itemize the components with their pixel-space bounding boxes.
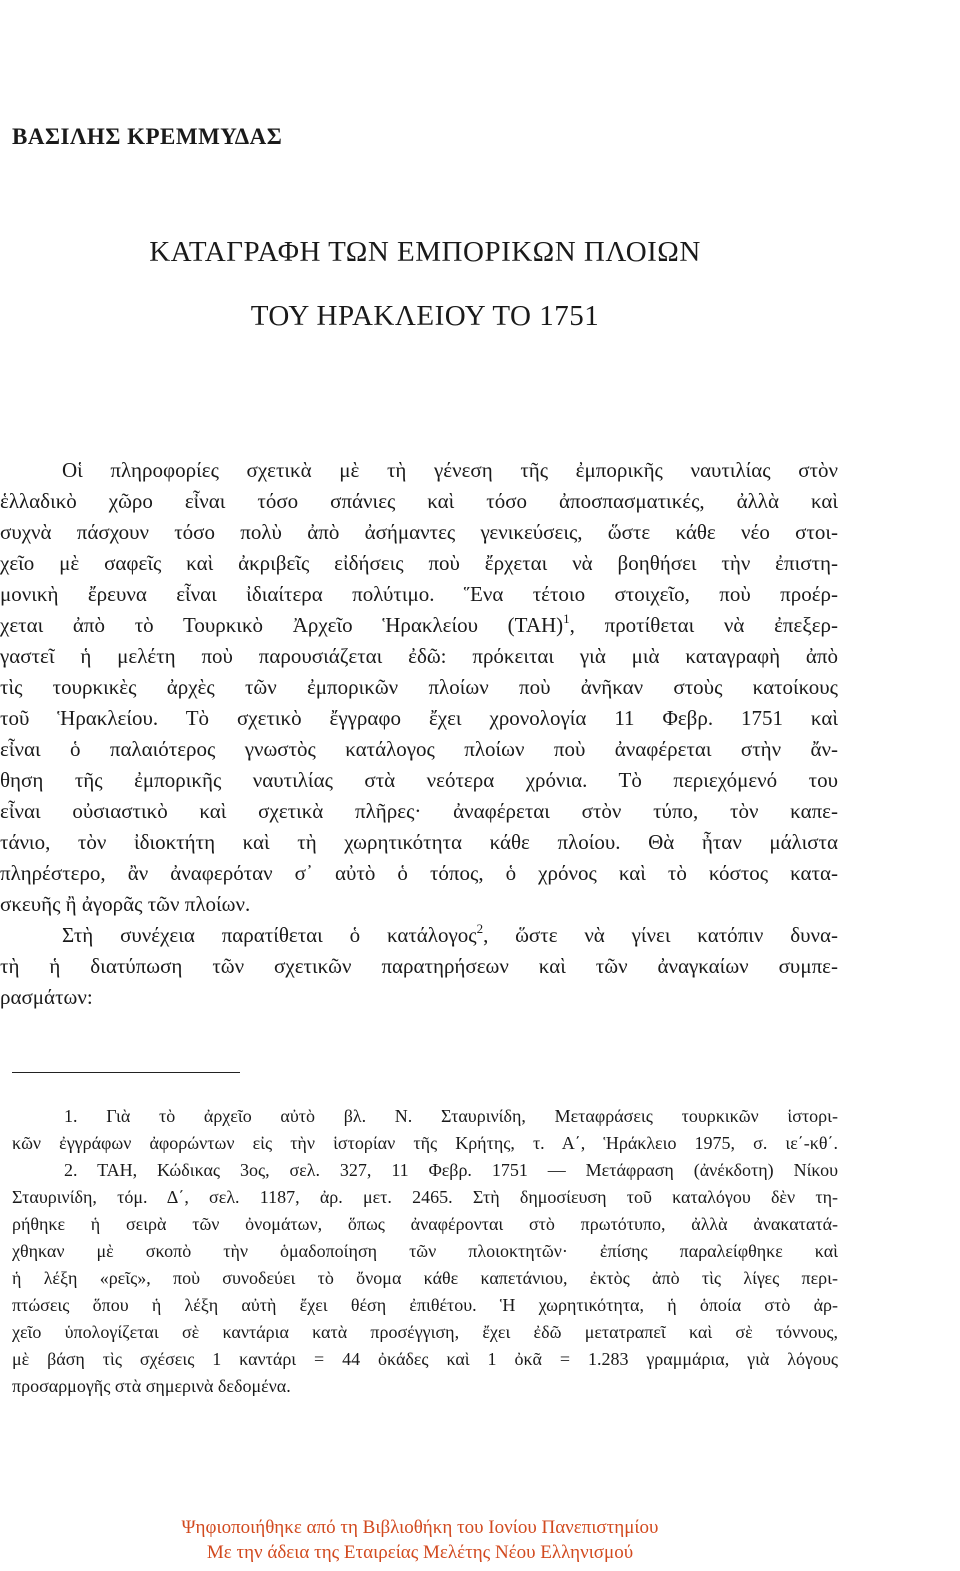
footnote-line: 1. Γιὰ τὸ ἀρχεῖο αὐτὸ βλ. Ν. Σταυρινίδη, Μεταφράσεις τουρκικῶν ἱστορι- (64, 1106, 838, 1126)
body-line-text: , ὥστε νὰ γίνει κατόπιν δυνα- (483, 923, 838, 947)
footnote-ref-2: 2 (476, 921, 484, 936)
footnote-line: κῶν ἐγγράφων ἀφορώντων εἰς τὴν ἱστορίαν τῆς Κρήτης, τ. Α΄, Ἡράκλειο 1975, σ. ιε΄-κθ΄. (12, 1133, 838, 1153)
body-line: εἶναι ὁ παλαιότερος γνωστὸς κατάλογος πλοίων ποὺ ἀναφέρεται στὴν ἄν- (0, 737, 838, 761)
body-line: ρασμάτων: (0, 985, 93, 1009)
body-line: τοῦ Ἡρακλείου. Τὸ σχετικὸ ἔγγραφο ἔχει χρονολογία 11 Φεβρ. 1751 καὶ (0, 706, 838, 730)
body-line: Οἱ πληροφορίες σχετικὰ μὲ τὴ γένεση τῆς ἐμπορικῆς ναυτιλίας στὸν (62, 458, 838, 482)
article-title-line-1: ΚΑΤΑΓΡΑΦΗ ΤΩΝ ΕΜΠΟΡΙΚΩΝ ΠΛΟΙΩΝ (149, 236, 701, 268)
body-line: γαστεῖ ἡ μελέτη ποὺ παρουσιάζεται ἐδῶ: πρόκειται γιὰ μιὰ καταγραφὴ ἀπὸ (0, 644, 838, 668)
footnote-divider (12, 1072, 240, 1073)
body-line: τὶς τουρκικὲς ἀρχὲς τῶν ἐμπορικῶν πλοίων ποὺ ἀνῆκαν στοὺς κατοίκους (0, 675, 838, 699)
body-line: μονικὴ ἔρευνα εἶναι ἰδιαίτερα πολύτιμο. Ἕνα τέτοιο στοιχεῖο, ποὺ προέρ- (0, 582, 838, 606)
footnote-line: ἡ λέξη «ρεῖς», ποὺ συνοδεύει τὸ ὄνομα κάθε καπετάνιου, ἐκτὸς ἀπὸ τὶς λίγες περι- (12, 1268, 838, 1288)
body-line-with-footnote-ref (0, 922, 838, 948)
footnote-line: 2. ΤΑΗ, Κώδικας 3ος, σελ. 327, 11 Φεβρ. 1751 — Μετάφραση (ἀνέκδοτη) Νίκου (64, 1160, 838, 1180)
footnote-line: μὲ βάση τὶς σχέσεις 1 καντάρι = 44 ὀκάδες καὶ 1 ὀκᾶ = 1.283 γραμμάρια, γιὰ λόγους (12, 1349, 838, 1369)
body-line-with-footnote-ref (0, 612, 838, 638)
footnote-line: χθηκαν μὲ σκοπὸ τὴν ὁμαδοποίηση τῶν πλοιοκτητῶν· ἐπίσης παραλείφθηκε καὶ (12, 1241, 838, 1261)
body-line: εἶναι οὐσιαστικὸ καὶ σχετικὰ πλῆρες· ἀναφέρεται στὸν τύπο, τὸν καπε- (0, 799, 838, 823)
body-line: τάνιο, τὸν ἰδιοκτήτη καὶ τὴ χωρητικότητα κάθε πλοίου. Θὰ ἦταν μάλιστα (0, 830, 838, 854)
article-title-line-2: ΤΟΥ ΗΡΑΚΛΕΙΟΥ ΤΟ 1751 (250, 300, 600, 332)
author-name: ΒΑΣΙΛΗΣ ΚΡΕΜΜΥΔΑΣ (12, 124, 283, 149)
body-line: πληρέστερο, ἂν ἀναφερόταν σ᾿ αὐτὸ ὁ τόπος, ὁ χρόνος καὶ τὸ κόστος κατα- (0, 861, 838, 885)
footnote-ref-1: 1 (563, 611, 570, 626)
body-line-text: , προτίθεται νὰ ἐπεξερ- (569, 613, 838, 637)
footnote-line: πτώσεις ὅπου ἡ λέξη αὐτὴ ἔχει θέση ἐπιθέτου. Ἡ χωρητικότητα, ἡ ὁποία στὸ ἀρ- (12, 1295, 838, 1315)
body-line: τὴ ἡ διατύπωση τῶν σχετικῶν παρατηρήσεων καὶ τῶν ἀναγκαίων συμπε- (0, 954, 838, 978)
footnote-line: ρήθηκε ἡ σειρὰ τῶν ὀνομάτων, ὅπως ἀναφέρονται στὸ πρωτότυπο, ἀλλὰ ἀνακατατά- (12, 1214, 838, 1234)
footnote-line: χεῖο ὑπολογίζεται σὲ καντάρια κατὰ προσέγγιση, ἔχει ἐδῶ μετατραπεῖ καὶ σὲ τόννους, (12, 1322, 838, 1342)
body-line: θηση τῆς ἐμπορικῆς ναυτιλίας στὰ νεότερα χρόνια. Τὸ περιεχόμενό του (0, 768, 838, 792)
digitization-notice-line-1: Ψηφιοποιήθηκε από τη Βιβλιοθήκη του Ιονίου Πανεπιστημίου (181, 1517, 659, 1538)
body-line-text: χεται ἀπὸ τὸ Τουρκικὸ Ἀρχεῖο Ἡρακλείου (ΤΑΗ) (0, 613, 564, 637)
body-line: συχνὰ πάσχουν τόσο πολὺ ἀπὸ ἀσήμαντες γενικεύσεις, ὥστε κάθε νέο στοι- (0, 520, 838, 544)
body-line: ἑλλαδικὸ χῶρο εἶναι τόσο σπάνιες καὶ τόσο ἀποσπασματικές, ἀλλὰ καὶ (0, 489, 838, 513)
footnote-line: Σταυρινίδη, τόμ. Δ΄, σελ. 1187, ἀρ. μετ. 2465. Στὴ δημοσίευση τοῦ καταλόγου δὲν τη- (12, 1187, 838, 1207)
body-line: σκευῆς ἢ ἀγορᾶς τῶν πλοίων. (0, 892, 251, 916)
digitization-notice-line-2: Με την άδεια της Εταιρείας Μελέτης Νέου Ελληνισμού (206, 1542, 634, 1563)
body-line-text: Στὴ συνέχεια παρατίθεται ὁ κατάλογος (62, 923, 477, 947)
footnote-line: προσαρμογῆς στὰ σημερινὰ δεδομένα. (12, 1376, 291, 1396)
body-line: χεῖο μὲ σαφεῖς καὶ ἀκριβεῖς εἰδήσεις ποὺ ἔρχεται νὰ βοηθήσει τὴν ἐπιστη- (0, 551, 838, 575)
